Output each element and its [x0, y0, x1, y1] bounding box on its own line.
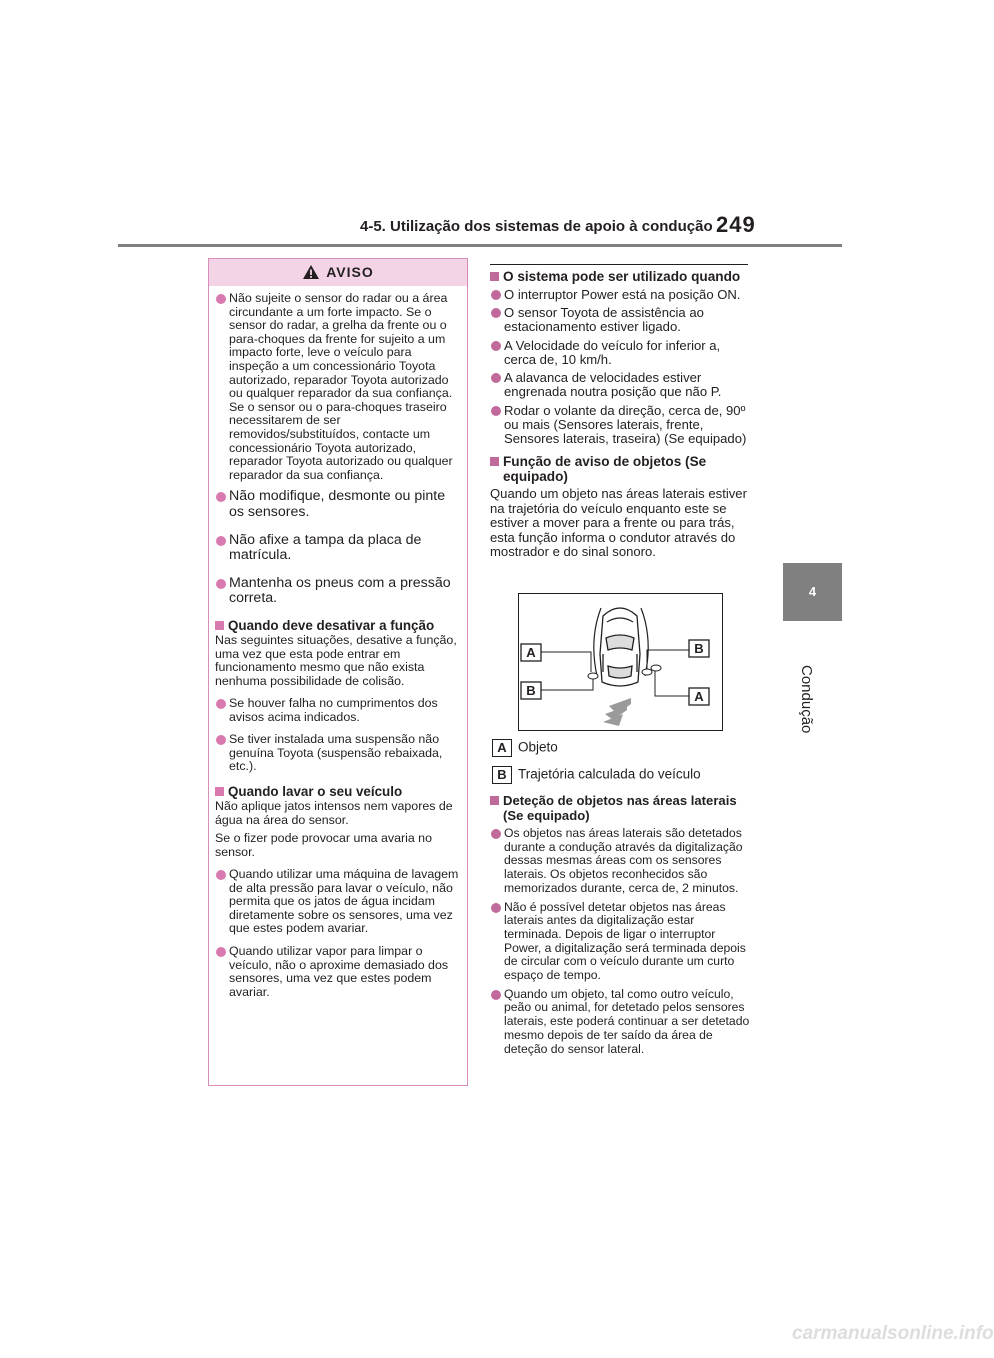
right-column-lower — [490, 792, 752, 1061]
legend-item — [492, 739, 558, 757]
section-heading-text: Quando lavar o seu veículo — [228, 783, 403, 799]
sensor-diagram — [518, 593, 723, 731]
bullet-icon — [491, 406, 501, 416]
section-heading — [490, 270, 752, 285]
list-item — [215, 945, 459, 999]
list-item — [215, 868, 459, 936]
list-item — [490, 827, 752, 896]
bullet-icon — [491, 990, 501, 1000]
right-column — [490, 268, 752, 565]
bullet-icon — [216, 870, 226, 880]
list-item — [215, 533, 459, 564]
list-item — [490, 371, 752, 399]
diagram-label: A — [694, 689, 704, 704]
square-bullet-icon — [490, 272, 499, 281]
legend-item — [492, 766, 701, 784]
list-item-text: Quando utilizar vapor para limpar o veículo, não o aproxime demasiado dos sensores, uma vez que estes podem avariar. — [229, 944, 449, 999]
list-item — [490, 988, 752, 1057]
legend-text: Trajetória calculada do veículo — [518, 766, 701, 782]
bullet-icon — [216, 947, 226, 957]
paragraph: Se o fizer pode provocar uma avaria no sensor. — [215, 831, 432, 859]
list-item — [490, 306, 752, 334]
list-item-text: Não afixe a tampa da placa de matrícula. — [229, 531, 422, 564]
section-heading — [490, 455, 752, 484]
chapter-tab: 4 — [783, 563, 842, 621]
list-item-text: Mantenha os pneus com a pressão correta. — [229, 574, 451, 607]
square-bullet-icon — [490, 796, 499, 805]
list-item — [215, 292, 459, 482]
list-item-text: Quando um objeto, tal como outro veículo, peão ou animal, for detetado pelos sensores laterais, este poderá continuar a ser detetado mesmo depois de ter saído da área de deteção do sensor lateral. — [504, 986, 750, 1056]
warning-title: AVISO — [326, 264, 374, 280]
bullet-icon — [216, 294, 226, 304]
section-heading-text: O sistema pode ser utilizado quando — [503, 269, 741, 284]
bullet-icon — [491, 903, 501, 913]
bullet-icon — [491, 341, 501, 351]
list-item-text: A Velocidade do veículo for inferior a, cerca de, 10 km/h. — [504, 337, 721, 367]
diagram-label: A — [526, 645, 536, 660]
list-item-text: Não sujeite o sensor do radar ou a área circundante a um forte impacto. Se o sensor do radar, a grelha da frente ou o para-choques da frente for sujeito a um impacto forte, leve o veículo para inspeção a um concessionário Toyota autorizado, reparador Toyota autorizado ou qualquer reparador da sua confiança. Se o sensor ou o para-choques traseiro necessitarem de ser removidos/substituídos, contacte um concessionário Toyota autorizado, reparador Toyota autorizado ou qualquer reparador da sua confiança. — [229, 291, 453, 482]
bullet-icon — [491, 829, 501, 839]
bullet-icon — [491, 373, 501, 383]
list-item-text: O interruptor Power está na posição ON. — [504, 286, 741, 302]
bullet-icon — [216, 735, 226, 745]
section-heading-text: Função de aviso de objetos (Se equipado) — [503, 454, 707, 484]
square-bullet-icon — [215, 621, 224, 630]
paragraph: Nas seguintes situações, desative a função, uma vez que esta pode entrar em funcionamento mesmo que não exista nenhuma possibilidade de colisão. — [215, 633, 457, 688]
bullet-icon — [216, 699, 226, 709]
bullet-icon — [216, 492, 226, 502]
diagram-label: B — [526, 683, 536, 698]
diagram-label: B — [694, 641, 704, 656]
section-rule — [490, 264, 748, 265]
list-item-text: Quando utilizar uma máquina de lavagem de alta pressão para lavar o veículo, não permita que os jatos de água incidam diretamente sobre os sensores, uma vez que estes podem avariar. — [229, 867, 459, 936]
list-item-text: Não modifique, desmonte ou pinte os sensores. — [229, 488, 446, 520]
list-item — [215, 697, 459, 724]
square-bullet-icon — [490, 457, 499, 466]
list-item — [490, 339, 752, 367]
section-heading-text: Quando deve desativar a função — [228, 617, 435, 633]
list-item — [215, 733, 459, 774]
list-item — [215, 489, 459, 520]
bullet-icon — [216, 579, 226, 589]
list-item-text: Se tiver instalada uma suspensão não genuína Toyota (suspensão rebaixada, etc.). — [229, 732, 443, 774]
list-item-text: Rodar o volante da direção, cerca de, 90º ou mais (Sensores laterais, frente, Sensores laterais, traseira) (Se equipado) — [504, 403, 747, 446]
direction-arrow-icon — [603, 698, 631, 726]
list-item-text: Os objetos nas áreas laterais são detetados durante a condução através da digitalização dessas mesmas áreas com os sensores laterais. Os objetos reconhecidos são memorizados durante, cerca de, 2 minutos. — [504, 826, 743, 895]
warning-triangle-icon — [302, 264, 320, 280]
list-item — [490, 288, 752, 302]
warning-box — [208, 258, 468, 1086]
paragraph: Quando um objeto nas áreas laterais estiver na trajetória do veículo enquanto este se estiver a mover para a frente ou para trás, esta função informa o condutor através do mostrador e do sinal sonoro. — [490, 486, 747, 560]
bullet-icon — [216, 536, 226, 546]
list-item-text: A alavanca de velocidades estiver engrenada noutra posição que não P. — [504, 370, 722, 400]
chapter-label: Condução — [798, 665, 815, 734]
list-item-text: O sensor Toyota de assistência ao estacionamento estiver ligado. — [504, 305, 704, 335]
section-heading-text: Deteção de objetos nas áreas laterais (Se equipado) — [503, 793, 737, 823]
section-heading — [215, 619, 459, 634]
bullet-icon — [491, 290, 501, 300]
section-title: 4-5. Utilização dos sistemas de apoio à condução — [360, 218, 713, 235]
watermark: carmanualsonline.info — [792, 1323, 994, 1344]
car-top-view-icon — [600, 608, 640, 686]
car-sensor-illustration — [519, 594, 721, 729]
square-bullet-icon — [215, 787, 224, 796]
list-item — [490, 404, 752, 445]
bullet-icon — [491, 308, 501, 318]
legend-key: A — [492, 739, 512, 757]
header-rule — [118, 244, 842, 247]
legend-text: Objeto — [518, 739, 558, 755]
list-item — [490, 901, 752, 983]
section-heading — [215, 785, 459, 800]
legend-key: B — [492, 766, 512, 784]
page-number: 249 — [716, 212, 756, 237]
list-item-text: Se houver falha no cumprimentos dos avisos acima indicados. — [229, 696, 438, 724]
list-item — [215, 576, 459, 607]
list-item-text: Não é possível detetar objetos nas áreas laterais antes da digitalização estar terminada. Depois de ligar o interruptor Power, a digitalização será terminada depois de circular com o veículo durante um curto espaço de tempo. — [504, 899, 746, 983]
warning-header — [209, 259, 467, 286]
paragraph: Não aplique jatos intensos nem vapores de água na área do sensor. — [215, 799, 453, 827]
section-heading — [490, 794, 752, 823]
